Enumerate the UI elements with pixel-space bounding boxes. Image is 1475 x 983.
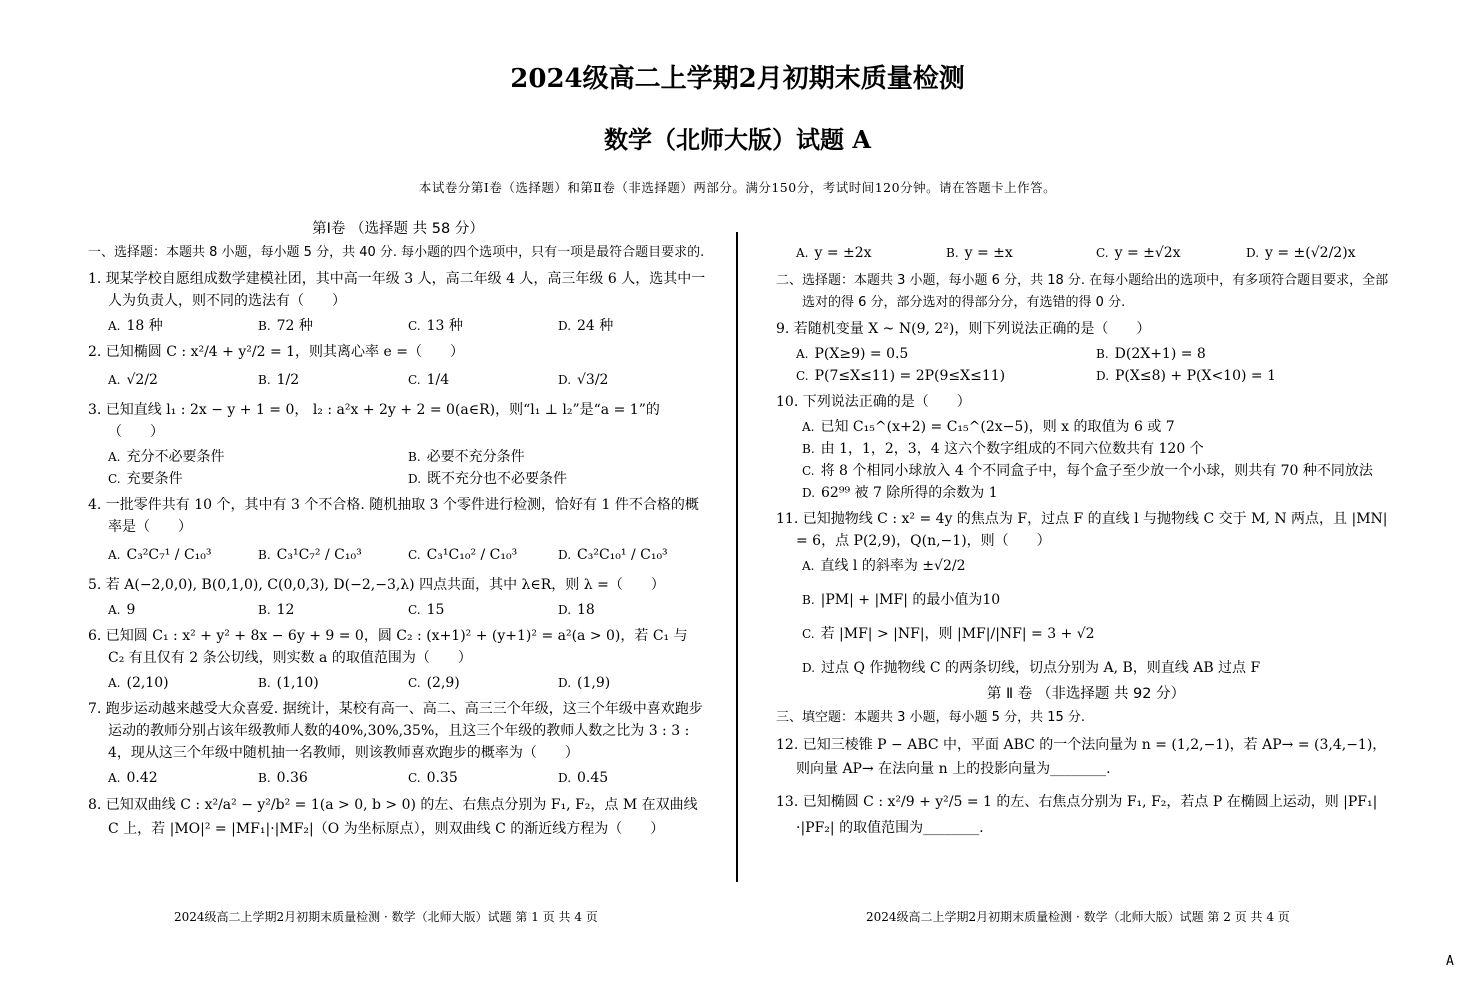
question-stem: 8. 已知双曲线 C : x²/a² − y²/b² = 1(a > 0, b > 0) 的左、右焦点分别为 F₁, F₂，点 M 在双曲线 C 上，若 |MO|² = |MF₁|·|MF₂|（O 为坐标原点），则双曲线 C 的渐近线方程为（ ）	[88, 797, 698, 837]
option-d: D. (1,9)	[558, 675, 611, 691]
option-b: B. 12	[258, 602, 295, 618]
footer-page-1: 2024级高二上学期2月初期末质量检测 · 数学（北师大版）试题 第 1 页 共 4 页	[174, 910, 598, 924]
exam-title: 2024级高二上学期2月初期末质量检测	[510, 64, 965, 94]
section1-heading: 一、选择题：本题共 8 小题，每小题 5 分，共 40 分. 每小题的四个选项中，只有一项是最符合题目要求的.	[88, 245, 705, 260]
option-b: B. 0.36	[258, 770, 308, 786]
option-c: C. 将 8 个相同小球放入 4 个不同盒子中，每个盒子至少放一个小球，则共有 70 种不同放法	[802, 463, 1373, 479]
page-divider	[736, 232, 738, 882]
option-d: D. 18	[558, 602, 595, 618]
option-b: B. C₃¹C₇² / C₁₀³	[258, 547, 362, 563]
option-a: A. 9	[108, 602, 136, 618]
option-b: B. 必要不充分条件	[408, 449, 525, 465]
option-d: D. P(X≤8) + P(X<10) = 1	[1096, 368, 1276, 384]
question-stem: 10. 下列说法正确的是（ ）	[776, 394, 971, 410]
question-13: 13. 已知椭圆 C : x²/9 + y²/5 = 1 的左、右焦点分别为 F₁, F₂，若点 P 在椭圆上运动，则 |PF₁|·|PF₂| 的取值范围为________.	[776, 794, 1378, 836]
option-d: D. C₃²C₁₀¹ / C₁₀³	[558, 547, 668, 563]
option-a: A. 已知 C₁₅^(x+2) = C₁₅^(2x−5)，则 x 的取值为 6 或 7	[802, 419, 1175, 435]
question-12: 12. 已知三棱锥 P − ABC 中，平面 ABC 的一个法向量为 n = (1,2,−1)，若 AP→ = (3,4,−1)，则向量 AP→ 在法向量 n 上的投影向量为________.	[776, 737, 1387, 777]
options	[108, 544, 708, 566]
left-page	[88, 218, 708, 844]
option-c: C. C₃¹C₁₀² / C₁₀³	[408, 547, 518, 563]
option-a: A. y = ±2x	[796, 245, 872, 261]
option-d: D. 既不充分也不必要条件	[408, 471, 568, 487]
part2-title: 第 Ⅱ 卷 （非选择题 共 92 分）	[986, 686, 1186, 702]
question-10	[776, 391, 1396, 504]
option-b: B. y = ±x	[946, 245, 1013, 261]
option-a: A. 直线 l 的斜率为 ±√2/2	[802, 558, 966, 574]
options	[802, 416, 1396, 504]
section2-heading: 二、选择题：本题共 3 小题，每小题 6 分，共 18 分. 在每小题给出的选项中，有多项符合题目要求，全部选对的得 6 分，部分选对的得部分分，有选错的得 0 分.	[776, 273, 1389, 310]
version-mark: A	[1446, 954, 1454, 969]
options	[108, 672, 708, 694]
option-c: C. 1/4	[408, 372, 450, 388]
option-a: A. √2/2	[108, 372, 158, 388]
question-4	[88, 494, 708, 566]
options	[108, 446, 708, 490]
option-a: A. 18 种	[108, 318, 163, 334]
option-b: B. (1,10)	[258, 675, 319, 691]
option-b: B. D(2X+1) = 8	[1096, 346, 1206, 362]
question-3	[88, 399, 708, 490]
option-a: A. (2,10)	[108, 675, 169, 691]
option-a: A. 充分不必要条件	[108, 449, 225, 465]
option-a: A. 0.42	[108, 770, 158, 786]
option-a: A. C₃²C₇¹ / C₁₀³	[108, 547, 212, 563]
question-11	[776, 508, 1396, 679]
option-b: B. 72 种	[258, 318, 313, 334]
option-b: B. 由 1，1，2，3，4 这六个数字组成的不同六位数共有 120 个	[802, 441, 1204, 457]
options	[108, 315, 708, 337]
option-c: C. 13 种	[408, 318, 463, 334]
question-stem: 2. 已知椭圆 C : x²/4 + y²/2 = 1，则其离心率 e =（ ）	[88, 344, 464, 360]
options	[802, 555, 1396, 679]
question-5	[88, 574, 708, 621]
option-b: B. 1/2	[258, 372, 300, 388]
right-page	[776, 242, 1396, 844]
question-stem: 6. 已知圆 C₁ : x² + y² + 8x − 6y + 9 = 0，圆 C₂ : (x+1)² + (y+1)² = a²(a > 0)，若 C₁ 与 C₂ 有且仅有 2 条公切线，则实数 a 的取值范围为（ ）	[88, 628, 688, 666]
options	[108, 599, 708, 621]
option-b: B. |PM| + |MF| 的最小值为10	[802, 592, 1001, 608]
option-c: C. P(7≤X≤11) = 2P(9≤X≤11)	[796, 368, 1006, 384]
question-stem: 7. 跑步运动越来越受大众喜爱. 据统计，某校有高一、高二、高三三个年级，这三个年级中喜欢跑步运动的教师分别占该年级教师人数的40%,30%,35%，且这三个年级的教师人数之比为 3 : 3 : 4，现从这三个年级中随机抽一名教师，则该教师喜欢跑步的概率为（ ）	[88, 701, 703, 761]
option-c: C. 0.35	[408, 770, 458, 786]
question-8-options	[796, 242, 1396, 264]
option-c: C. 充要条件	[108, 471, 183, 487]
part1-title: 第Ⅰ卷 （选择题 共 58 分）	[312, 221, 484, 237]
option-d: D. 过点 Q 作抛物线 C 的两条切线，切点分别为 A, B，则直线 AB 过点 F	[802, 660, 1261, 676]
question-8	[88, 793, 708, 841]
options	[108, 369, 708, 391]
question-stem: 9. 若随机变量 X ~ N(9, 2²)，则下列说法正确的是（ ）	[776, 321, 1151, 337]
question-6	[88, 625, 708, 694]
question-1	[88, 268, 708, 337]
option-d: D. 62⁹⁹ 被 7 除所得的余数为 1	[802, 485, 998, 501]
question-9	[776, 318, 1396, 387]
question-stem: 1. 现某学校自愿组成数学建模社团，其中高一年级 3 人，高二年级 4 人，高三年级 6 人，选其中一人为负责人，则不同的选法有（ ）	[88, 271, 706, 309]
question-stem: 3. 已知直线 l₁ : 2x − y + 1 = 0， l₂ : a²x + 2y + 2 = 0(a∈R)，则“l₁ ⊥ l₂”是“a = 1”的（ ）	[88, 402, 660, 440]
section3-heading: 三、填空题：本题共 3 小题，每小题 5 分，共 15 分.	[776, 710, 1086, 725]
option-c: C. 15	[408, 602, 445, 618]
question-2	[88, 341, 708, 391]
option-d: D. y = ±(√2/2)x	[1246, 245, 1356, 261]
footer-page-2: 2024级高二上学期2月初期末质量检测 · 数学（北师大版）试题 第 2 页 共 4 页	[866, 910, 1290, 924]
option-d: D. √3/2	[558, 372, 609, 388]
question-stem: 5. 若 A(−2,0,0), B(0,1,0), C(0,0,3), D(−2,−3,λ) 四点共面，其中 λ∈R，则 λ =（ ）	[88, 577, 665, 593]
option-c: C. y = ±√2x	[1096, 245, 1181, 261]
options	[796, 343, 1396, 387]
option-d: D. 0.45	[558, 770, 609, 786]
option-d: D. 24 种	[558, 318, 614, 334]
exam-subtitle: 数学（北师大版）试题 A	[604, 125, 871, 154]
option-c: C. (2,9)	[408, 675, 460, 691]
options	[108, 767, 708, 789]
question-stem: 11. 已知抛物线 C : x² = 4y 的焦点为 F，过点 F 的直线 l 与抛物线 C 交于 M, N 两点，且 |MN| = 6，点 P(2,9)，Q(n,−1)，则（ ）	[776, 511, 1388, 549]
question-stem: 4. 一批零件共有 10 个，其中有 3 个不合格. 随机抽取 3 个零件进行检测，恰好有 1 件不合格的概率是（ ）	[88, 497, 699, 535]
option-a: A. P(X≥9) = 0.5	[796, 346, 909, 362]
option-c: C. 若 |MF| > |NF|，则 |MF|/|NF| = 3 + √2	[802, 626, 1095, 642]
question-7	[88, 698, 708, 789]
exam-instructions: 本试卷分第Ⅰ卷（选择题）和第Ⅱ卷（非选择题）两部分。满分150分，考试时间120分钟。请在答题卡上作答。	[418, 180, 1057, 195]
